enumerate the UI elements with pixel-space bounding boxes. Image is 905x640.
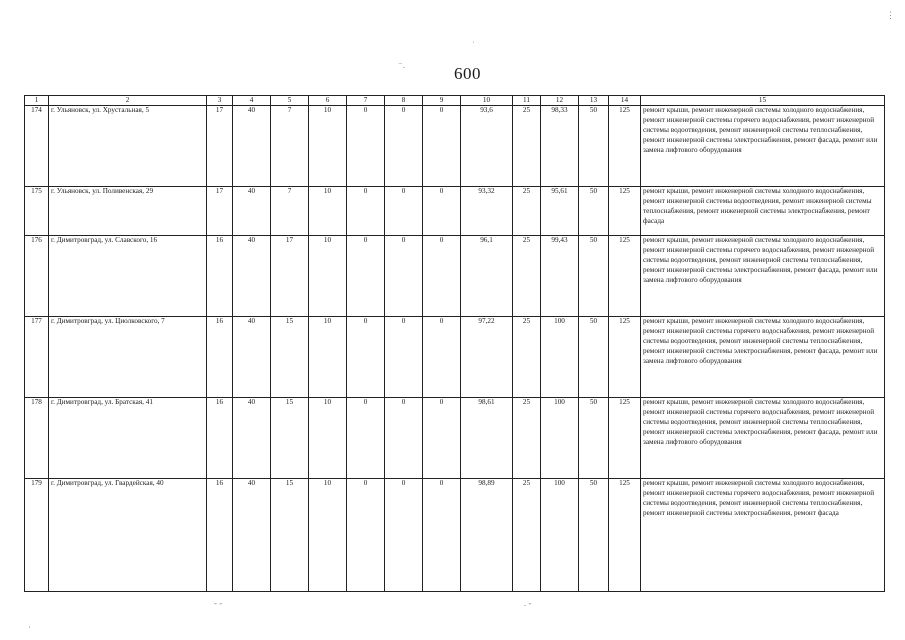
works-list-cell: ремонт крыши, ремонт инженерной системы холодного водоснабжения, ремонт инженерной системы горячего водоснабжения, ремонт инженерной системы водоотведения, ремонт инженерной системы теплоснабжения, ремонт инженерной системы электроснабжения, ремонт фасада, ремонт или замена лифтового оборудования: [641, 236, 885, 317]
value-cell: 25: [513, 479, 541, 592]
value-cell: 0: [423, 479, 461, 592]
value-cell: 40: [233, 106, 271, 187]
value-cell: 25: [513, 187, 541, 236]
address-cell: г. Ульяновск, ул. Хрустальная, 5: [49, 106, 207, 187]
column-number: 12: [541, 96, 579, 106]
value-cell: 125: [609, 398, 641, 479]
value-cell: 98,61: [461, 398, 513, 479]
value-cell: 15: [271, 317, 309, 398]
row-number: 179: [25, 479, 49, 592]
value-cell: 96,1: [461, 236, 513, 317]
value-cell: 16: [207, 317, 233, 398]
value-cell: 16: [207, 479, 233, 592]
value-cell: 0: [347, 187, 385, 236]
value-cell: 0: [385, 398, 423, 479]
address-cell: г. Димитровград, ул. Славского, 16: [49, 236, 207, 317]
works-list-cell: ремонт крыши, ремонт инженерной системы холодного водоснабжения, ремонт инженерной системы горячего водоснабжения, ремонт инженерной системы водоотведения, ремонт инженерной системы теплоснабжения, ремонт инженерной системы электроснабжения, ремонт фасада, ремонт или замена лифтового оборудования: [641, 317, 885, 398]
row-number: 175: [25, 187, 49, 236]
value-cell: 17: [207, 106, 233, 187]
value-cell: 0: [423, 317, 461, 398]
address-cell: г. Димитровград, ул. Циолковского, 7: [49, 317, 207, 398]
column-number: 6: [309, 96, 347, 106]
value-cell: 125: [609, 106, 641, 187]
address-cell: г. Димитровград, ул. Братская, 41: [49, 398, 207, 479]
value-cell: 0: [347, 236, 385, 317]
column-number-row: [25, 96, 885, 106]
value-cell: 0: [423, 106, 461, 187]
value-cell: 0: [385, 236, 423, 317]
works-list-cell: ремонт крыши, ремонт инженерной системы холодного водоснабжения, ремонт инженерной системы водоотведения, ремонт инженерной системы теплоснабжения, ремонт инженерной системы электроснабжения, ремонт фасада: [641, 187, 885, 236]
value-cell: 0: [347, 398, 385, 479]
value-cell: 25: [513, 106, 541, 187]
scan-mark: . -: [524, 598, 532, 608]
value-cell: 25: [513, 317, 541, 398]
column-number: 4: [233, 96, 271, 106]
value-cell: 0: [423, 236, 461, 317]
value-cell: 0: [423, 398, 461, 479]
row-number: 178: [25, 398, 49, 479]
table-row: [25, 187, 885, 236]
value-cell: 10: [309, 479, 347, 592]
value-cell: 40: [233, 236, 271, 317]
scan-mark: - -: [214, 598, 223, 608]
value-cell: 40: [233, 479, 271, 592]
value-cell: 7: [271, 187, 309, 236]
value-cell: 0: [385, 187, 423, 236]
value-cell: 0: [423, 187, 461, 236]
value-cell: 15: [271, 479, 309, 592]
row-number: 174: [25, 106, 49, 187]
value-cell: 10: [309, 187, 347, 236]
value-cell: 50: [579, 317, 609, 398]
column-number: 14: [609, 96, 641, 106]
column-number: 1: [25, 96, 49, 106]
repair-register-table: [24, 95, 885, 592]
column-number: 8: [385, 96, 423, 106]
value-cell: 125: [609, 187, 641, 236]
scan-mark: ⋮: [886, 10, 895, 20]
scan-mark: ·: [28, 622, 31, 632]
value-cell: 100: [541, 317, 579, 398]
column-number: 13: [579, 96, 609, 106]
column-number: 15: [641, 96, 885, 106]
value-cell: 95,61: [541, 187, 579, 236]
value-cell: 10: [309, 236, 347, 317]
value-cell: 40: [233, 187, 271, 236]
row-number: 177: [25, 317, 49, 398]
value-cell: 17: [207, 187, 233, 236]
value-cell: 17: [271, 236, 309, 317]
value-cell: 125: [609, 317, 641, 398]
value-cell: 97,22: [461, 317, 513, 398]
value-cell: 98,89: [461, 479, 513, 592]
value-cell: 7: [271, 106, 309, 187]
column-number: 11: [513, 96, 541, 106]
value-cell: 93,32: [461, 187, 513, 236]
scan-mark: ˈ: [472, 40, 475, 50]
column-number: 3: [207, 96, 233, 106]
value-cell: 50: [579, 236, 609, 317]
value-cell: 0: [347, 479, 385, 592]
page-number: 600: [454, 64, 481, 83]
value-cell: 10: [309, 398, 347, 479]
column-number: 7: [347, 96, 385, 106]
value-cell: 93,6: [461, 106, 513, 187]
value-cell: 0: [385, 479, 423, 592]
works-list-cell: ремонт крыши, ремонт инженерной системы холодного водоснабжения, ремонт инженерной системы горячего водоснабжения, ремонт инженерной системы водоотведения, ремонт инженерной системы теплоснабжения, ремонт инженерной системы электроснабжения, ремонт фасада, ремонт или замена лифтового оборудования: [641, 106, 885, 187]
value-cell: 10: [309, 106, 347, 187]
value-cell: 50: [579, 479, 609, 592]
value-cell: 100: [541, 398, 579, 479]
value-cell: 50: [579, 187, 609, 236]
value-cell: 25: [513, 398, 541, 479]
works-list-cell: ремонт крыши, ремонт инженерной системы холодного водоснабжения, ремонт инженерной системы горячего водоснабжения, ремонт инженерной системы водоотведения, ремонт инженерной системы теплоснабжения, ремонт инженерной системы электроснабжения, ремонт фасада: [641, 479, 885, 592]
column-number: 10: [461, 96, 513, 106]
value-cell: 10: [309, 317, 347, 398]
value-cell: 0: [385, 317, 423, 398]
value-cell: 0: [385, 106, 423, 187]
value-cell: 15: [271, 398, 309, 479]
address-cell: г. Димитровград, ул. Гвардейская, 40: [49, 479, 207, 592]
value-cell: 125: [609, 236, 641, 317]
table-row: [25, 398, 885, 479]
value-cell: 16: [207, 398, 233, 479]
value-cell: 0: [347, 106, 385, 187]
table-row: [25, 106, 885, 187]
column-number: 2: [49, 96, 207, 106]
value-cell: 50: [579, 106, 609, 187]
table-row: [25, 479, 885, 592]
scan-mark: ⁻.: [398, 60, 406, 70]
value-cell: 125: [609, 479, 641, 592]
value-cell: 100: [541, 479, 579, 592]
value-cell: 98,33: [541, 106, 579, 187]
value-cell: 50: [579, 398, 609, 479]
value-cell: 16: [207, 236, 233, 317]
works-list-cell: ремонт крыши, ремонт инженерной системы холодного водоснабжения, ремонт инженерной системы горячего водоснабжения, ремонт инженерной системы водоотведения, ремонт инженерной системы теплоснабжения, ремонт инженерной системы электроснабжения, ремонт фасада, ремонт или замена лифтового оборудования: [641, 398, 885, 479]
row-number: 176: [25, 236, 49, 317]
value-cell: 99,43: [541, 236, 579, 317]
value-cell: 40: [233, 398, 271, 479]
address-cell: г. Ульяновск, ул. Поливенская, 29: [49, 187, 207, 236]
column-number: 5: [271, 96, 309, 106]
column-number: 9: [423, 96, 461, 106]
table-row: [25, 236, 885, 317]
value-cell: 0: [347, 317, 385, 398]
value-cell: 40: [233, 317, 271, 398]
table-row: [25, 317, 885, 398]
value-cell: 25: [513, 236, 541, 317]
